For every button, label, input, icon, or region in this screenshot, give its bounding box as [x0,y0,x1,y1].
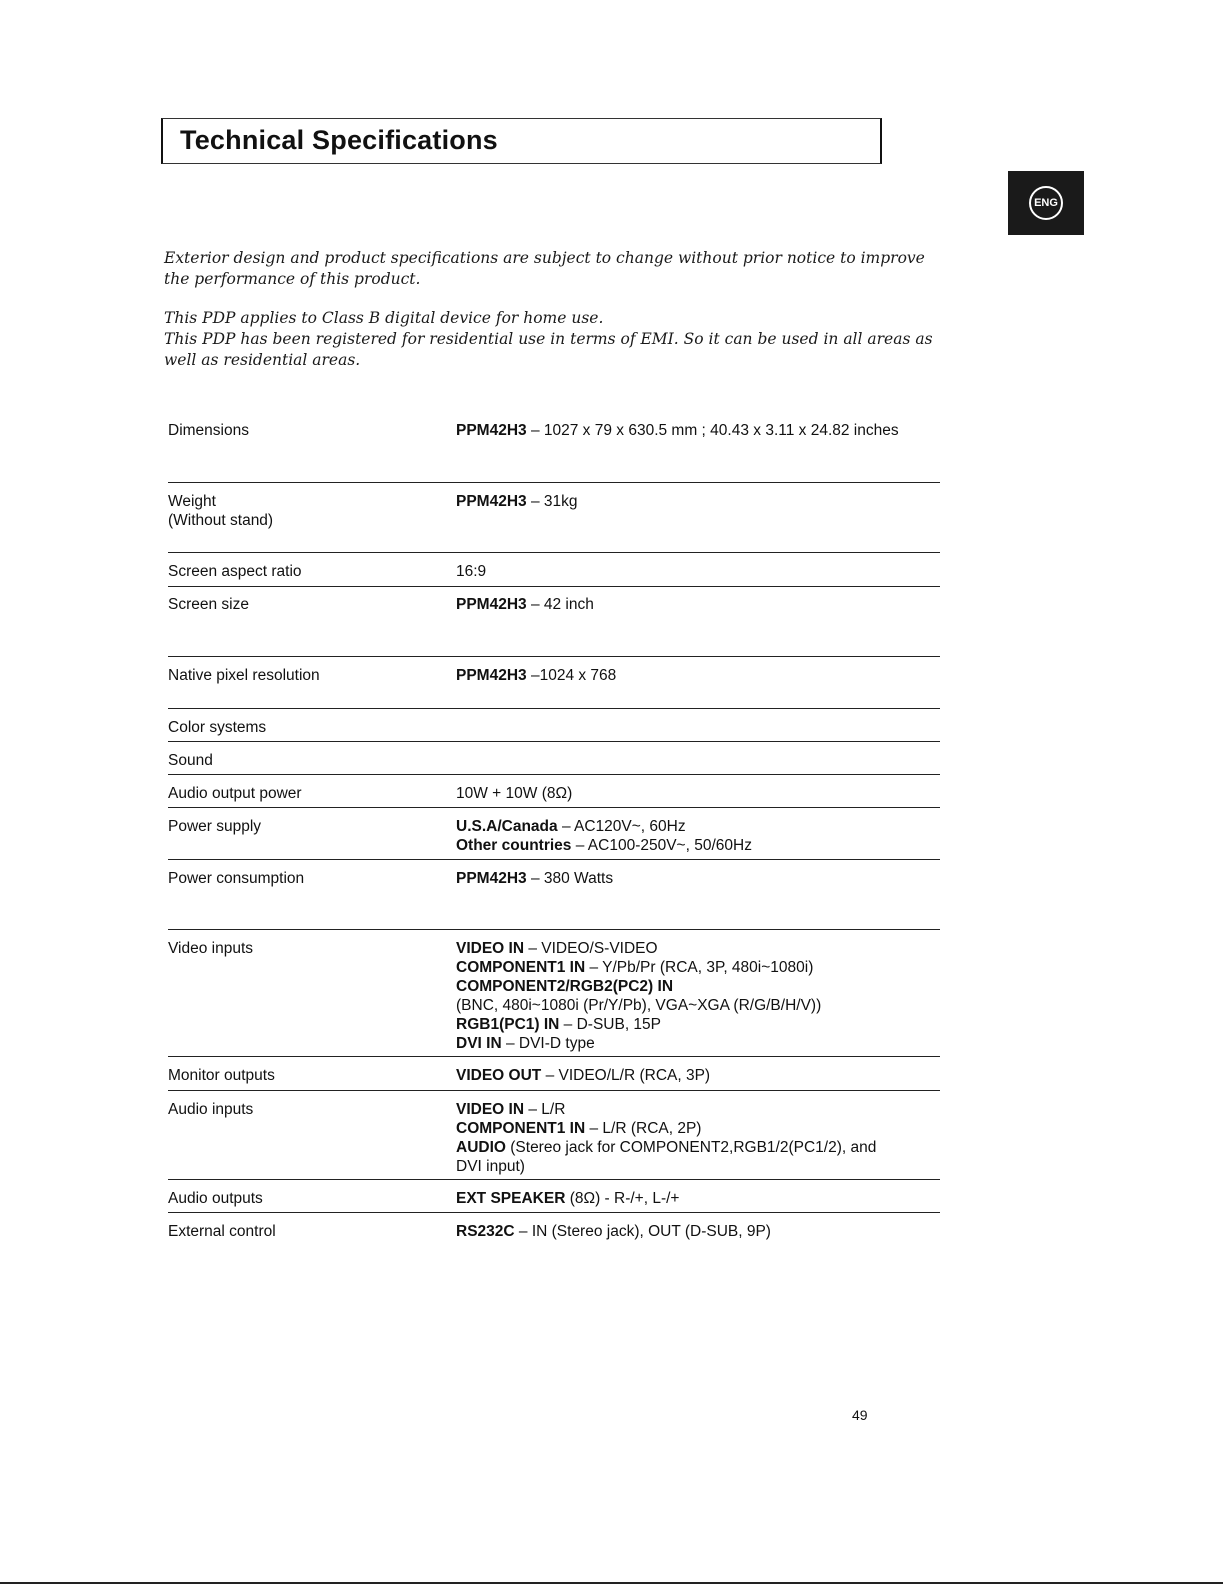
notes [164,248,944,371]
spec-label: Video inputs [168,940,254,957]
spec-value: U.S.A/Canada – AC120V~, 60Hz Other countries – AC100-250V~, 50/60Hz [456,818,752,854]
row-divider [168,1090,940,1091]
page-number: 49 [852,1407,868,1423]
spec-value: 10W + 10W (8Ω) [456,785,573,802]
note-class-b: This PDP applies to Class B digital device for home use. [164,309,604,327]
row-divider [168,741,940,742]
row-divider [168,807,940,808]
row-divider [168,929,940,930]
spec-label: Screen size [168,596,249,613]
spec-value: RS232C – IN (Stereo jack), OUT (D-SUB, 9P) [456,1223,771,1240]
row-divider [168,552,940,553]
spec-value: VIDEO IN – VIDEO/S-VIDEO COMPONENT1 IN – Y/Pb/Pr (RCA, 3P, 480i~1080i) COMPONENT2/RGB2(PC2) IN (BNC, 480i~1080i (Pr/Y/Pb), VGA~XGA (R/G/B/H/V)) RGB1(PC1) IN – D-SUB, 15P DVI IN – DVI-D type [456,940,822,1052]
spec-value: EXT SPEAKER (8Ω) - R-/+, L-/+ [456,1190,680,1207]
spec-label: Power consumption [168,870,305,887]
row-divider [168,482,940,483]
spec-value: PPM42H3 – 1027 x 79 x 630.5 mm ; 40.43 x 3.11 x 24.82 inches [456,422,899,439]
spec-label: Color systems [168,719,267,736]
spec-label: Audio inputs [168,1101,254,1118]
row-divider [168,656,940,657]
spec-label: Audio output power [168,785,302,802]
spec-label: Screen aspect ratio [168,563,302,580]
spec-label: Dimensions [168,422,249,439]
spec-value: 16:9 [456,563,487,580]
row-divider [168,1212,940,1213]
spec-label: Weight (Without stand) [168,493,274,529]
row-divider [168,586,940,587]
language-badge [1008,171,1084,235]
language-badge-label: ENG [1029,186,1063,220]
row-divider [168,1179,940,1180]
spec-value: PPM42H3 –1024 x 768 [456,667,617,684]
row-divider [168,859,940,860]
row-divider [168,774,940,775]
spec-value: PPM42H3 – 380 Watts [456,870,614,887]
note-change-notice: Exterior design and product specifications are subject to change without prior notice to improve the performance of this product. [164,249,925,288]
spec-value: PPM42H3 – 42 inch [456,596,594,613]
spec-label: Sound [168,752,213,769]
spec-label: Audio outputs [168,1190,263,1207]
spec-value: VIDEO OUT – VIDEO/L/R (RCA, 3P) [456,1067,711,1084]
row-divider [168,708,940,709]
row-divider [168,1056,940,1057]
spec-label: Monitor outputs [168,1067,275,1084]
spec-value: PPM42H3 – 31kg [456,493,578,510]
spec-label: External control [168,1223,276,1240]
spec-label: Native pixel resolution [168,667,320,684]
spec-label: Power supply [168,818,262,835]
note-emi: This PDP has been registered for residential use in terms of EMI. So it can be used in all areas as well as residential areas. [164,330,933,369]
title-box [161,118,882,164]
page-title: Technical Specifications [180,125,498,155]
spec-value: VIDEO IN – L/R COMPONENT1 IN – L/R (RCA, 2P) AUDIO (Stereo jack for COMPONENT2,RGB1/2(PC1/2), and DVI input) [456,1101,877,1175]
